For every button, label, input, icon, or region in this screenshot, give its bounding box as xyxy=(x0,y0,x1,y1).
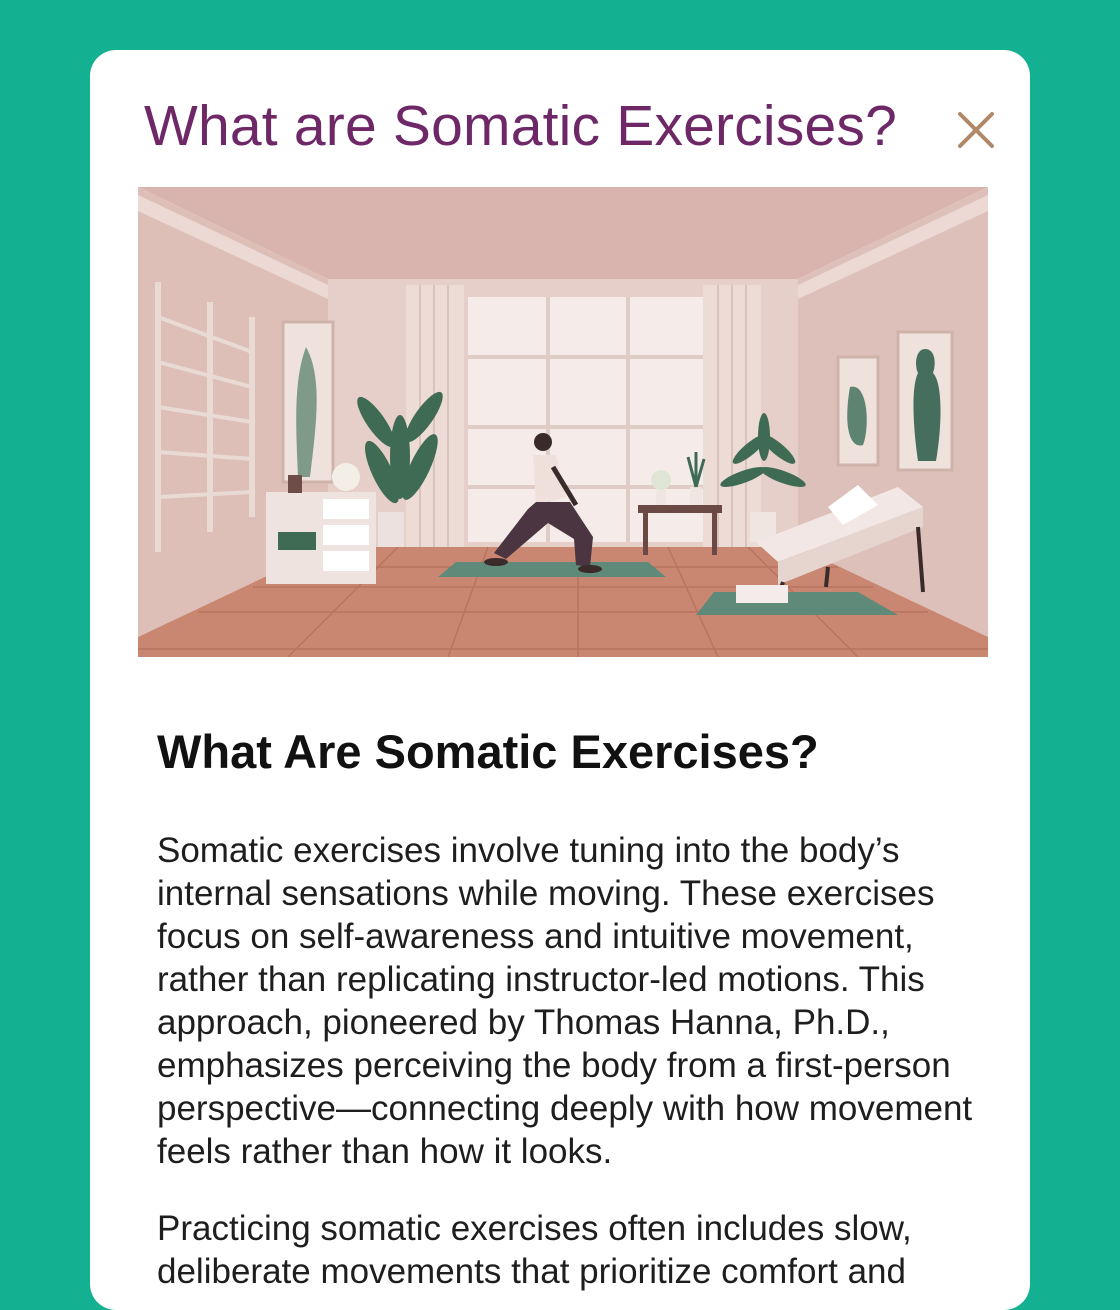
close-button[interactable] xyxy=(952,106,1000,154)
modal-card xyxy=(90,50,1030,1310)
modal-title: What are Somatic Exercises? xyxy=(144,94,897,158)
article-paragraph: Somatic exercises involve tuning into the body’s internal sensations while moving. These exercises focus on self-awareness and intuitive movement, rather than replicating instructor-led motions. This approach, pioneered by Thomas Hanna, Ph.D., emphasizes perceiving the body from a first-person perspective—connecting deeply with how movement feels rather than how it looks. xyxy=(157,831,973,1171)
article-paragraph: Practicing somatic exercises often includes slow, deliberate movements that prioritize comfort and xyxy=(157,1209,912,1291)
illustration-icon xyxy=(138,187,988,657)
hero-image xyxy=(138,187,988,657)
article-heading: What Are Somatic Exercises? xyxy=(157,725,819,778)
close-icon[interactable] xyxy=(952,106,1000,154)
